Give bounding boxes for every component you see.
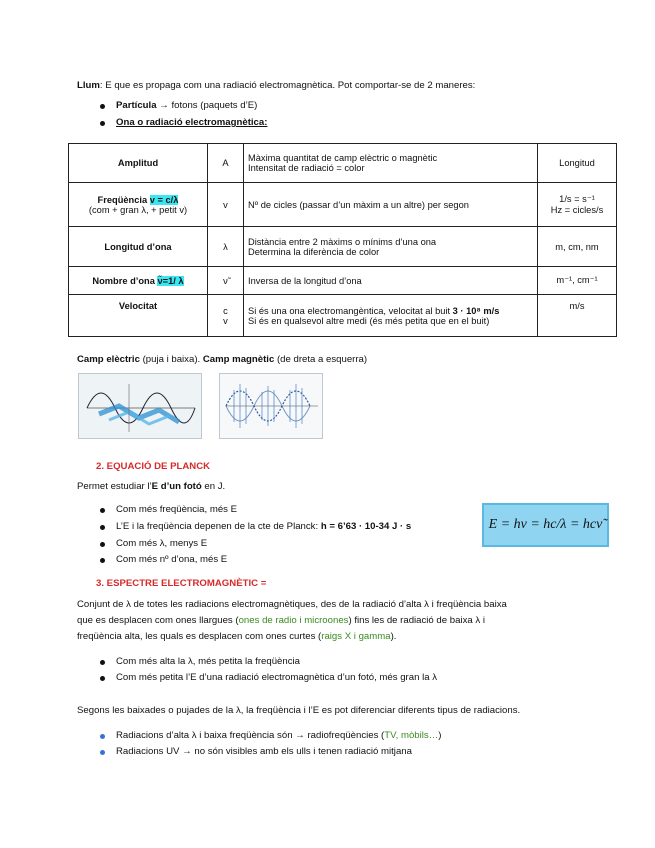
planck-point <box>116 521 411 532</box>
bullet-icon <box>100 734 105 739</box>
description-line: Determina la diferència de color <box>248 246 380 257</box>
row-symbol: ν̃ <box>208 267 244 295</box>
unit-line: 1/s = s⁻¹ <box>559 194 595 204</box>
spectrum-paragraph-line <box>77 631 396 642</box>
bullet-icon <box>100 558 105 563</box>
radiation-type-text: Radiacions d’alta λ i baixa freqüència són → radiofreqüències ( <box>116 730 385 741</box>
table-row <box>69 267 617 295</box>
row-name <box>69 267 208 295</box>
symbol-line: v <box>223 315 228 326</box>
description-line: Màxima quantitat de camp elèctric o magnètic <box>248 153 438 163</box>
table-row <box>69 144 617 183</box>
long-waves-examples: ones de radio i microones <box>238 615 349 626</box>
wave-diagram-icon <box>220 374 322 438</box>
intro-text: : E que es propaga com una radiació electromagnètica. Pot comportar-se de 2 maneres: <box>99 80 476 91</box>
row-description <box>244 144 538 183</box>
planck-constant: h = 6’63 · 10-34 J · s <box>320 521 412 532</box>
bullet-icon <box>100 676 105 681</box>
planck-intro <box>77 481 225 492</box>
wave-properties-table <box>68 143 617 337</box>
mode-particle <box>116 100 257 111</box>
row-unit: m, cm, nm <box>538 227 617 267</box>
bullet-icon <box>100 508 105 513</box>
spectrum-text: ) fins les de radiació de baixa λ i <box>348 615 485 626</box>
description-line: Si és en qualsevol altre medi (és més petita que en el buit) <box>248 315 490 326</box>
bullet-icon <box>100 525 105 530</box>
row-symbol <box>208 295 244 337</box>
electric-field-text: (puja i baixa). <box>139 354 203 365</box>
mode-wave <box>116 117 267 128</box>
row-name: Amplitud <box>69 144 208 183</box>
table-row <box>69 295 617 337</box>
spectrum-text: que es desplacen com ones llargues ( <box>77 615 239 626</box>
table-row <box>69 183 617 227</box>
magnetic-wave-image <box>219 373 323 439</box>
planck-intro-text: en J. <box>201 481 226 492</box>
planck-point: Com més λ, menys E <box>116 538 208 549</box>
fields-paragraph <box>77 354 367 365</box>
table-row <box>69 227 617 267</box>
spectrum-text: freqüència alta, les quals es desplacen com ones curtes ( <box>77 631 322 642</box>
spectrum-text: ). <box>390 631 397 642</box>
planck-formula <box>482 503 609 547</box>
row-symbol: A <box>208 144 244 183</box>
radiation-examples: TV, mòbils… <box>384 730 439 741</box>
spectrum-heading: 3. ESPECTRE ELECTROMAGNÈTIC = <box>96 578 267 589</box>
mode-particle-label: Partícula <box>116 100 157 111</box>
wave-diagram-icon <box>79 374 201 438</box>
planck-intro-text: Permet estudiar l’ <box>77 481 152 492</box>
spectrum-paragraph-line <box>77 615 485 626</box>
row-unit: Longitud <box>538 144 617 183</box>
row-name: Velocitat <box>69 295 208 337</box>
row-unit <box>538 183 617 227</box>
magnetic-field-term: Camp magnètic <box>202 354 275 365</box>
row-description: Nº de cicles (passar d’un màxim a un altre) per segon <box>244 183 538 227</box>
description-line: Si és una ona electromangèntica, velocitat al buit <box>248 305 453 316</box>
symbol-line: c <box>223 305 228 316</box>
planck-point-text: L’E i la freqüència depenen de la cte de Planck: <box>116 521 321 532</box>
planck-formula-text: E = hν = hc/λ = hcν̃ <box>488 517 603 532</box>
planck-intro-term: E d’un fotó <box>151 481 202 492</box>
description-line: Distància entre 2 màxims o mínims d’una ona <box>248 236 437 247</box>
spectrum-point: Com més alta la λ, més petita la freqüència <box>116 656 300 667</box>
bullet-icon <box>100 660 105 665</box>
short-waves-examples: raigs X i gamma <box>321 631 391 642</box>
row-symbol: v <box>208 183 244 227</box>
spectrum-paragraph-line: Conjunt de λ de totes les radiacions electromagnètiques, des de la radiació d’alta λ i freqüència baixa <box>77 599 507 610</box>
row-name <box>69 183 208 227</box>
radiation-type-text: ) <box>438 730 442 741</box>
row-unit: m/s <box>538 295 617 337</box>
mode-wave-label: Ona o radiació electromagnètica: <box>116 117 268 128</box>
bullet-icon <box>100 121 105 126</box>
radiation-type <box>116 730 441 741</box>
bullet-icon <box>100 542 105 547</box>
intro-paragraph <box>77 80 475 91</box>
speed-of-light: 3 · 10⁸ m/s <box>452 305 500 316</box>
planck-point: Com més nº d’ona, més E <box>116 554 228 565</box>
magnetic-field-text: (de dreta a esquerra) <box>274 354 368 365</box>
planck-point: Com més freqüència, més E <box>116 504 238 515</box>
electromagnetic-wave-image <box>78 373 202 439</box>
intro-term: Llum <box>77 80 100 91</box>
row-name-text: Nombre d’ona <box>92 275 155 286</box>
spectrum-point: Com més petita l’E d’una radiació electromagnètica d’un fotó, més gran la λ <box>116 672 438 683</box>
spectrum-paragraph-line: Segons les baixades o pujades de la λ, la freqüència i l’E es pot diferenciar diferents tipus de radiacions. <box>77 705 521 716</box>
electric-field-term: Camp elèctric <box>77 354 140 365</box>
row-description <box>244 295 538 337</box>
mode-particle-rest: → fotons (paquets d’E) <box>156 100 258 111</box>
row-symbol: λ <box>208 227 244 267</box>
description-line: Intensitat de radiació = color <box>248 163 365 173</box>
bullet-icon <box>100 104 105 109</box>
planck-heading: 2. EQUACIÓ DE PLANCK <box>96 461 211 472</box>
row-unit: m⁻¹, cm⁻¹ <box>538 267 617 295</box>
row-description: Inversa de la longitud d’ona <box>244 267 538 295</box>
frequency-formula: v = c/λ <box>149 194 179 205</box>
row-name: Longitud d’ona <box>69 227 208 267</box>
radiation-type: Radiacions UV → no són visibles amb els ulls i tenen radiació mitjana <box>116 746 412 757</box>
unit-line: Hz = cicles/s <box>550 205 604 215</box>
bullet-icon <box>100 750 105 755</box>
row-name-text: Freqüència <box>97 194 148 205</box>
row-description <box>244 227 538 267</box>
row-name-subtext: (com + gran λ, + petit v) <box>88 204 188 215</box>
wavenumber-formula: ν̃=1/ λ <box>157 275 184 286</box>
